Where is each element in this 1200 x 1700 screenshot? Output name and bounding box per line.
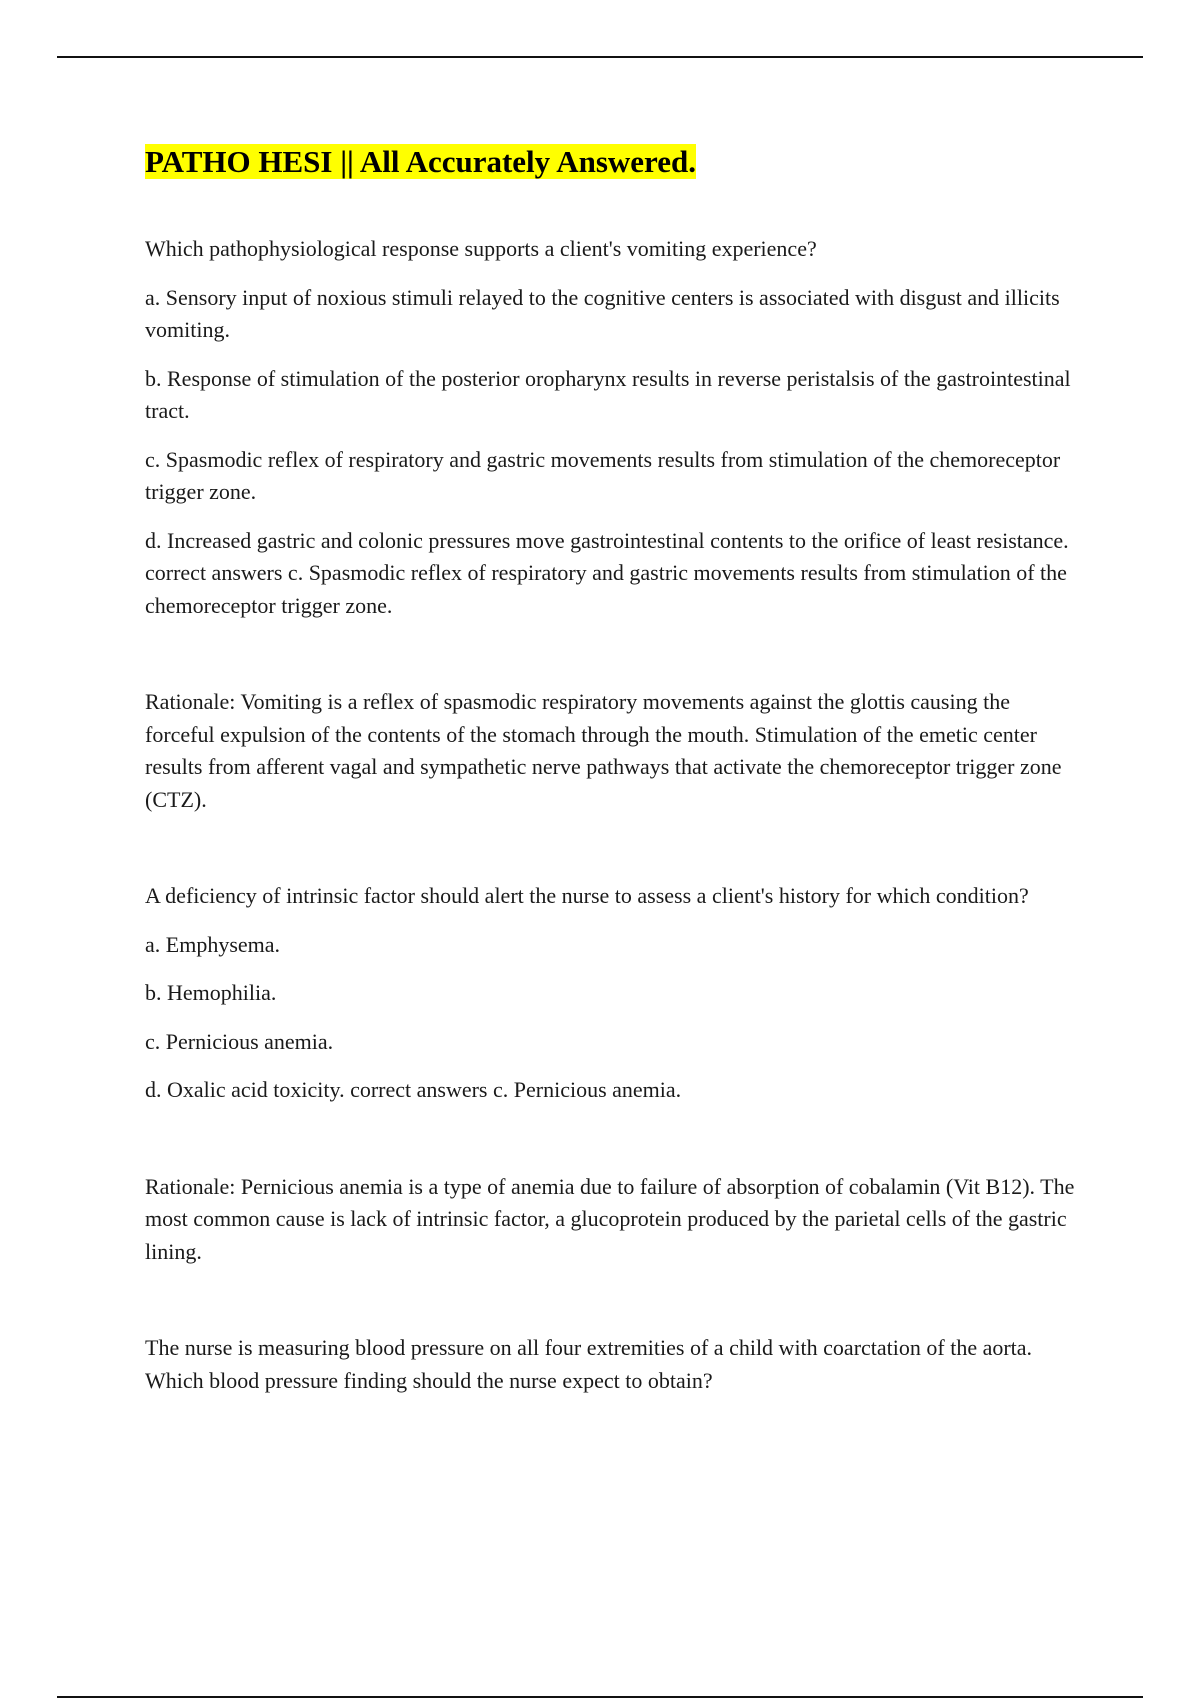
answer-option: d. Oxalic acid toxicity. correct answers c. Pernicious anemia.	[145, 1077, 682, 1102]
question-text: Which pathophysiological response supports a client's vomiting experience?	[145, 236, 817, 261]
question-text: A deficiency of intrinsic factor should alert the nurse to assess a client's history for which condition?	[145, 883, 1029, 908]
answer-option: c. Spasmodic reflex of respiratory and gastric movements results from stimulation of the chemoreceptor trigger zone.	[145, 446, 1061, 504]
answer-option: b. Hemophilia.	[145, 980, 277, 1005]
answer-option: d. Increased gastric and colonic pressures move gastrointestinal contents to the orifice of least resistance. correct answers c. Spasmodic reflex of respiratory and gastric movements results from stimulation of the chemoreceptor trigger zone.	[145, 527, 1069, 618]
answer-option: b. Response of stimulation of the posterior oropharynx results in reverse peristalsis of the gastrointestinal tract.	[145, 365, 1071, 423]
answer-option: c. Pernicious anemia.	[145, 1028, 334, 1054]
title-highlight: PATHO HESI || All Accurately Answered.	[145, 144, 696, 179]
document-title	[143, 140, 698, 182]
document-body	[145, 140, 1085, 1397]
rationale-text: Rationale: Pernicious anemia is a type of anemia due to failure of absorption of cobalamin (Vit B12). The most common cause is lack of intrinsic factor, a glucoprotein produced by the parietal cells of the gastric lining.	[145, 1173, 1075, 1264]
top-rule	[57, 56, 1143, 58]
answer-option: a. Sensory input of noxious stimuli relayed to the cognitive centers is associated with disgust and illicits vomiting.	[145, 284, 1060, 342]
question-text: The nurse is measuring blood pressure on all four extremities of a child with coarctation of the aorta. Which blood pressure finding should the nurse expect to obtain?	[145, 1335, 1033, 1393]
bottom-rule	[57, 1696, 1143, 1698]
rationale-text: Rationale: Vomiting is a reflex of spasmodic respiratory movements against the glottis causing the forceful expulsion of the contents of the stomach through the mouth. Stimulation of the emetic center results from afferent vagal and sympathetic nerve pathways that activate the chemoreceptor trigger zone (CTZ).	[145, 689, 1062, 812]
answer-option: a. Emphysema.	[145, 931, 281, 957]
